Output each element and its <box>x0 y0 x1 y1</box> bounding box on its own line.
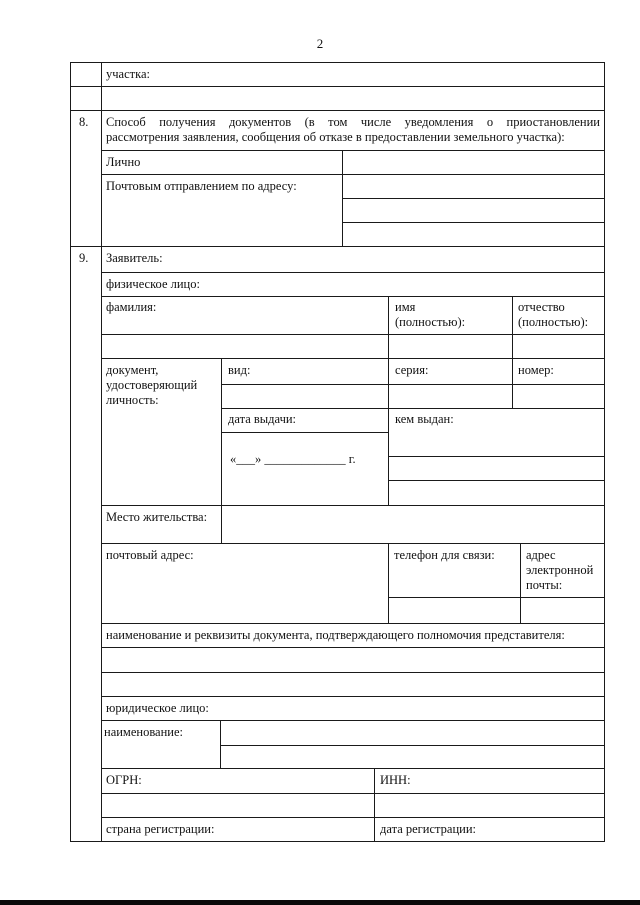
email-label-line3: почты: <box>526 578 563 592</box>
residence-label: Место жительства: <box>106 510 208 524</box>
document-kind-label: вид: <box>228 363 251 377</box>
id-document-label-line2: удостоверяющий <box>106 378 198 392</box>
plot-label: участка: <box>106 67 151 81</box>
registration-country-label: страна регистрации: <box>106 822 215 836</box>
issue-date-template[interactable]: «___» _____________ г. <box>230 452 356 466</box>
table-rule <box>101 623 605 624</box>
document-series-field[interactable] <box>389 385 512 408</box>
surname-label: фамилия: <box>106 300 157 314</box>
individual-heading: физическое лицо: <box>106 277 200 291</box>
table-rule <box>101 768 605 769</box>
issue-date-label: дата выдачи: <box>228 412 297 426</box>
registration-date-label: дата регистрации: <box>380 822 476 836</box>
document-delivery-description-line2: рассмотрения заявления, сообщения об отказе в предоставлении земельного участка): <box>106 130 565 144</box>
mail-address-field[interactable] <box>343 175 604 246</box>
table-rule <box>101 62 102 842</box>
document-series-label: серия: <box>395 363 429 377</box>
section-8-number: 8. <box>79 115 89 129</box>
in-person-field[interactable] <box>343 151 604 174</box>
issued-by-field[interactable] <box>389 433 604 505</box>
id-document-label: документ, <box>106 363 159 377</box>
name-label-line2: (полностью): <box>395 315 466 329</box>
table-rule <box>70 246 605 247</box>
applicant-heading: Заявитель: <box>106 251 163 265</box>
surname-field[interactable] <box>102 335 388 358</box>
table-rule <box>70 86 605 87</box>
organization-name-field[interactable] <box>221 721 604 768</box>
ogrn-label: ОГРН: <box>106 773 142 787</box>
postal-address-field[interactable] <box>102 565 388 623</box>
table-rule <box>221 408 605 409</box>
inn-field[interactable] <box>375 794 604 817</box>
postal-address-label: почтовый адрес: <box>106 548 194 562</box>
table-rule <box>101 817 605 818</box>
ogrn-field[interactable] <box>102 794 374 817</box>
patronymic-field[interactable] <box>513 335 604 358</box>
table-rule <box>101 272 605 273</box>
table-rule <box>70 62 605 63</box>
table-rule <box>101 296 605 297</box>
table-rule <box>604 62 605 842</box>
document-delivery-description: Способ получения документов (в том числе уведомления о приостановлении <box>106 115 600 129</box>
name-label: имя <box>395 300 416 314</box>
table-rule <box>101 543 605 544</box>
inn-label: ИНН: <box>380 773 411 787</box>
table-rule <box>70 62 71 842</box>
organization-name-label: наименование: <box>104 725 184 739</box>
page-number: 2 <box>316 36 324 51</box>
document-kind-field[interactable] <box>222 385 388 408</box>
legal-entity-heading: юридическое лицо: <box>106 701 209 715</box>
scan-edge <box>0 900 640 905</box>
name-field[interactable] <box>389 335 512 358</box>
document-number-label: номер: <box>518 363 554 377</box>
representative-document-field[interactable] <box>102 648 604 696</box>
issued-by-label: кем выдан: <box>395 412 454 426</box>
table-rule <box>70 841 605 842</box>
representative-document-label: наименование и реквизиты документа, подтверждающего полномочия представителя: <box>106 628 565 642</box>
table-rule <box>221 432 388 433</box>
residence-field[interactable] <box>222 506 604 543</box>
table-rule <box>101 358 605 359</box>
email-label-line2: электронной <box>526 563 594 577</box>
phone-field[interactable] <box>389 598 520 623</box>
patronymic-label: отчество <box>518 300 565 314</box>
id-document-label-line3: личность: <box>106 393 159 407</box>
patronymic-label-line2: (полностью): <box>518 315 589 329</box>
table-rule <box>101 696 605 697</box>
email-label: адрес <box>526 548 556 562</box>
document-number-field[interactable] <box>513 385 604 408</box>
table-rule <box>70 110 605 111</box>
phone-label: телефон для связи: <box>394 548 495 562</box>
email-field[interactable] <box>521 598 604 623</box>
section-9-number: 9. <box>79 251 89 265</box>
by-mail-option: Почтовым отправлением по адресу: <box>106 179 297 193</box>
in-person-option: Лично <box>106 155 141 169</box>
